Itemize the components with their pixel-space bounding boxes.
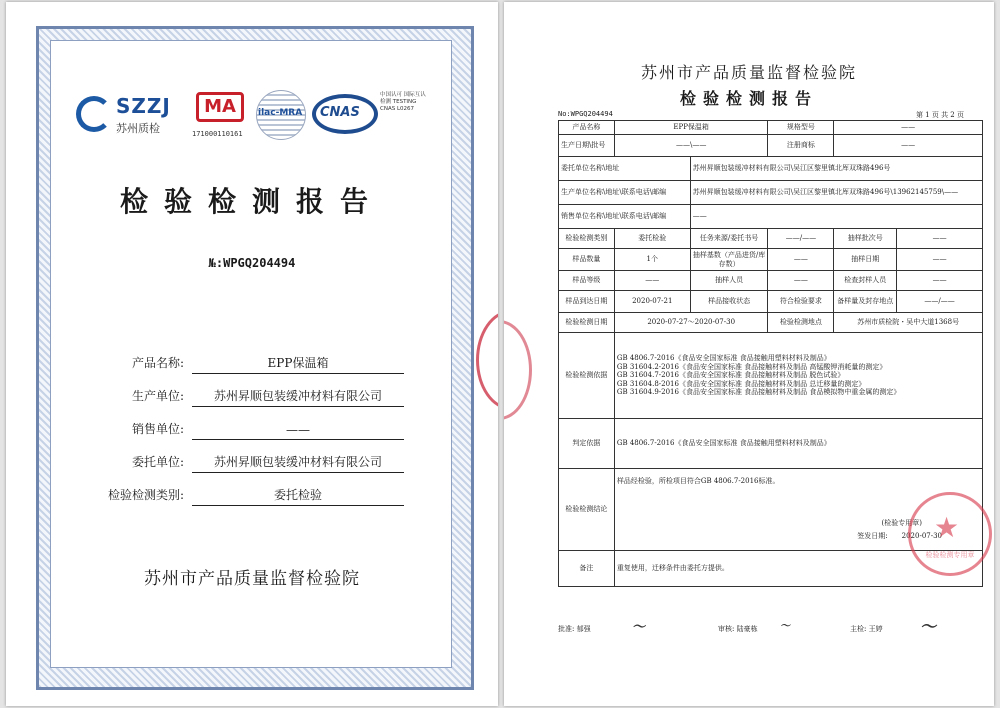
table-label: 检验检测日期 xyxy=(559,313,615,333)
szzj-logo-text: SZZJ xyxy=(116,94,171,118)
field-label: 销售单位: xyxy=(131,422,184,436)
field-value: —— xyxy=(192,423,404,440)
table-row xyxy=(559,313,983,333)
ilac-logo-text: ilac-MRA xyxy=(258,108,303,118)
table-row xyxy=(559,157,983,181)
table-value: ——\—— xyxy=(614,135,768,157)
table-value: 2020-07-27～2020-07-30 xyxy=(614,313,768,333)
table-value: —— xyxy=(897,229,983,249)
szzj-logo-subtitle: 苏州质检 xyxy=(116,122,160,135)
table-value: 苏州市质检院・吴中大道1368号 xyxy=(834,313,983,333)
table-value: GB 4806.7-2016《食品安全国家标准 食品接触用塑料材料及制品》 xyxy=(614,419,982,469)
standards-list xyxy=(614,333,982,419)
seal-label: 检验检测专用章 xyxy=(925,551,975,559)
table-value: 符合检验要求 xyxy=(768,291,834,313)
standard-item: GB 31604.8-2016《食品安全国家标准 食品接触材料及制品 总迁移量的测定》 xyxy=(616,379,866,388)
table-label: 备注 xyxy=(559,551,615,587)
report-title: 检验检测报告 xyxy=(679,89,818,108)
cover-issuer: 苏州市产品质量监督检验院 xyxy=(144,569,360,589)
table-label: 销售单位名称\地址\联系电话\邮编 xyxy=(559,205,691,229)
table-label: 判定依据 xyxy=(559,419,615,469)
table-label: 样品数量 xyxy=(559,249,615,271)
signature-row xyxy=(558,617,983,636)
table-row xyxy=(559,291,983,313)
table-row xyxy=(559,205,983,229)
field-value: EPP保温箱 xyxy=(192,354,404,374)
table-label: 规格型号 xyxy=(768,121,834,135)
table-label: 检查封样人员 xyxy=(834,271,897,291)
szzj-logo-icon xyxy=(76,96,112,132)
table-row xyxy=(559,181,983,205)
field-label: 委托单位: xyxy=(131,455,184,469)
reviewer: 审核: 陆豪栋 xyxy=(718,625,758,633)
field-value: 委托检验 xyxy=(192,486,404,506)
field-value: 苏州昇顺包装缓冲材料有限公司 xyxy=(192,453,404,473)
table-label: 抽样日期 xyxy=(834,249,897,271)
table-label: 任务来源/委托书号 xyxy=(690,229,768,249)
table-value: —— xyxy=(690,205,982,229)
table-label: 样品等级 xyxy=(559,271,615,291)
table-row xyxy=(559,249,983,271)
inspector-signature: 〜 xyxy=(920,617,937,636)
table-label: 生产单位名称\地址\联系电话\邮编 xyxy=(559,181,691,205)
table-row xyxy=(559,135,983,157)
reviewer-signature: 〜 xyxy=(780,621,790,632)
approver: 批准: 郁强 xyxy=(558,625,591,633)
field-label: 检验检测类别: xyxy=(107,488,184,502)
table-row xyxy=(559,229,983,249)
conclusion-text: 样品经检验，所检项目符合GB 4806.7-2016标准。 xyxy=(616,477,780,485)
field-value: 苏州昇顺包装缓冲材料有限公司 xyxy=(192,387,404,407)
table-value: —— xyxy=(768,271,834,291)
table-label: 产品名称 xyxy=(559,121,615,135)
table-label: 检验检测依据 xyxy=(559,333,615,419)
report-page xyxy=(504,2,994,706)
table-label: 检验检测类别 xyxy=(559,229,615,249)
cover-field-seller xyxy=(88,414,398,440)
table-value: ——/—— xyxy=(897,291,983,313)
cnas-logo-text: CNAS xyxy=(320,105,360,120)
table-row xyxy=(559,271,983,291)
table-label: 注册商标 xyxy=(768,135,834,157)
cover-report-number: №:WPGQ204494 xyxy=(208,256,296,270)
stamp-note: (检验专用章) xyxy=(881,519,922,527)
table-label: 抽样批次号 xyxy=(834,229,897,249)
table-value: —— xyxy=(768,249,834,271)
table-value: —— xyxy=(897,271,983,291)
approver-signature: 〜 xyxy=(632,620,646,635)
accreditation-logos xyxy=(76,90,426,150)
cover-field-client xyxy=(88,447,398,473)
table-value: —— xyxy=(834,121,983,135)
cover-field-category xyxy=(88,480,398,506)
table-value: —— xyxy=(834,135,983,157)
cma-logo-icon: MA xyxy=(196,92,244,122)
standard-item: GB 31604.7-2016《食品安全国家标准 食品接触材料及制品 脱色试验》 xyxy=(616,371,845,380)
cover-fields xyxy=(88,348,398,513)
seal-edge-icon xyxy=(504,320,532,420)
table-row xyxy=(559,333,983,419)
table-value: 苏州昇顺包装缓冲材料有限公司\吴江区黎里镇北厍双珠路496号 xyxy=(690,157,982,181)
table-value: 2020-07-21 xyxy=(614,291,690,313)
table-value: 重复使用，迁移条件由委托方提供。 xyxy=(614,551,982,587)
cover-field-manufacturer xyxy=(88,381,398,407)
standard-item: GB 31604.9-2016《食品安全国家标准 食品接触材料及制品 食品模拟物中重金属的测定》 xyxy=(616,388,901,397)
table-value: ——/—— xyxy=(768,229,834,249)
table-value: EPP保温箱 xyxy=(614,121,768,135)
table-label: 样品到达日期 xyxy=(559,291,615,313)
table-label: 生产日期\批号 xyxy=(559,135,615,157)
main-inspector: 主检: 王婷 xyxy=(850,625,883,633)
cnas-side-text: 中国认可 国际互认 检测 TESTING CNAS L0267 xyxy=(380,92,426,112)
table-value: 1个 xyxy=(614,249,690,271)
table-row xyxy=(559,419,983,469)
page-indicator: 第 1 页 共 2 页 xyxy=(915,111,964,119)
cover-field-product xyxy=(88,348,398,374)
issue-date: 签发日期: 2020-07-30 xyxy=(857,532,942,540)
table-label: 检验检测地点 xyxy=(768,313,834,333)
table-value: 苏州昇顺包装缓冲材料有限公司\吴江区黎里镇北厍双珠路496号\13962145759\—— xyxy=(690,181,982,205)
standard-item: GB 31604.2-2016《食品安全国家标准 食品接触材料及制品 高锰酸钾消耗量的测定》 xyxy=(616,362,887,371)
table-label: 备样量及封存地点 xyxy=(834,291,897,313)
table-row xyxy=(559,121,983,135)
table-value: —— xyxy=(614,271,690,291)
table-label: 抽样基数（产品进货/库存数） xyxy=(690,249,768,271)
seal-star-icon: ★ xyxy=(934,511,960,544)
cover-title: 检验检测报告 xyxy=(119,185,384,218)
table-label: 委托单位名称\地址 xyxy=(559,157,691,181)
table-label: 样品接收状态 xyxy=(690,291,768,313)
table-value: —— xyxy=(897,249,983,271)
cma-number: 171000110161 xyxy=(192,130,243,138)
table-label: 抽样人员 xyxy=(690,271,768,291)
table-label: 检验检测结论 xyxy=(559,469,615,551)
cover-page xyxy=(6,2,498,706)
field-label: 产品名称: xyxy=(131,356,184,370)
report-number: No:WPGQ204494 xyxy=(558,110,613,118)
seal-edge-icon xyxy=(476,310,498,410)
table-value: 委托检验 xyxy=(614,229,690,249)
report-organization: 苏州市产品质量监督检验院 xyxy=(640,63,857,82)
standard-item: GB 4806.7-2016《食品安全国家标准 食品接触用塑料材料及制品》 xyxy=(616,354,831,363)
field-label: 生产单位: xyxy=(131,389,184,403)
